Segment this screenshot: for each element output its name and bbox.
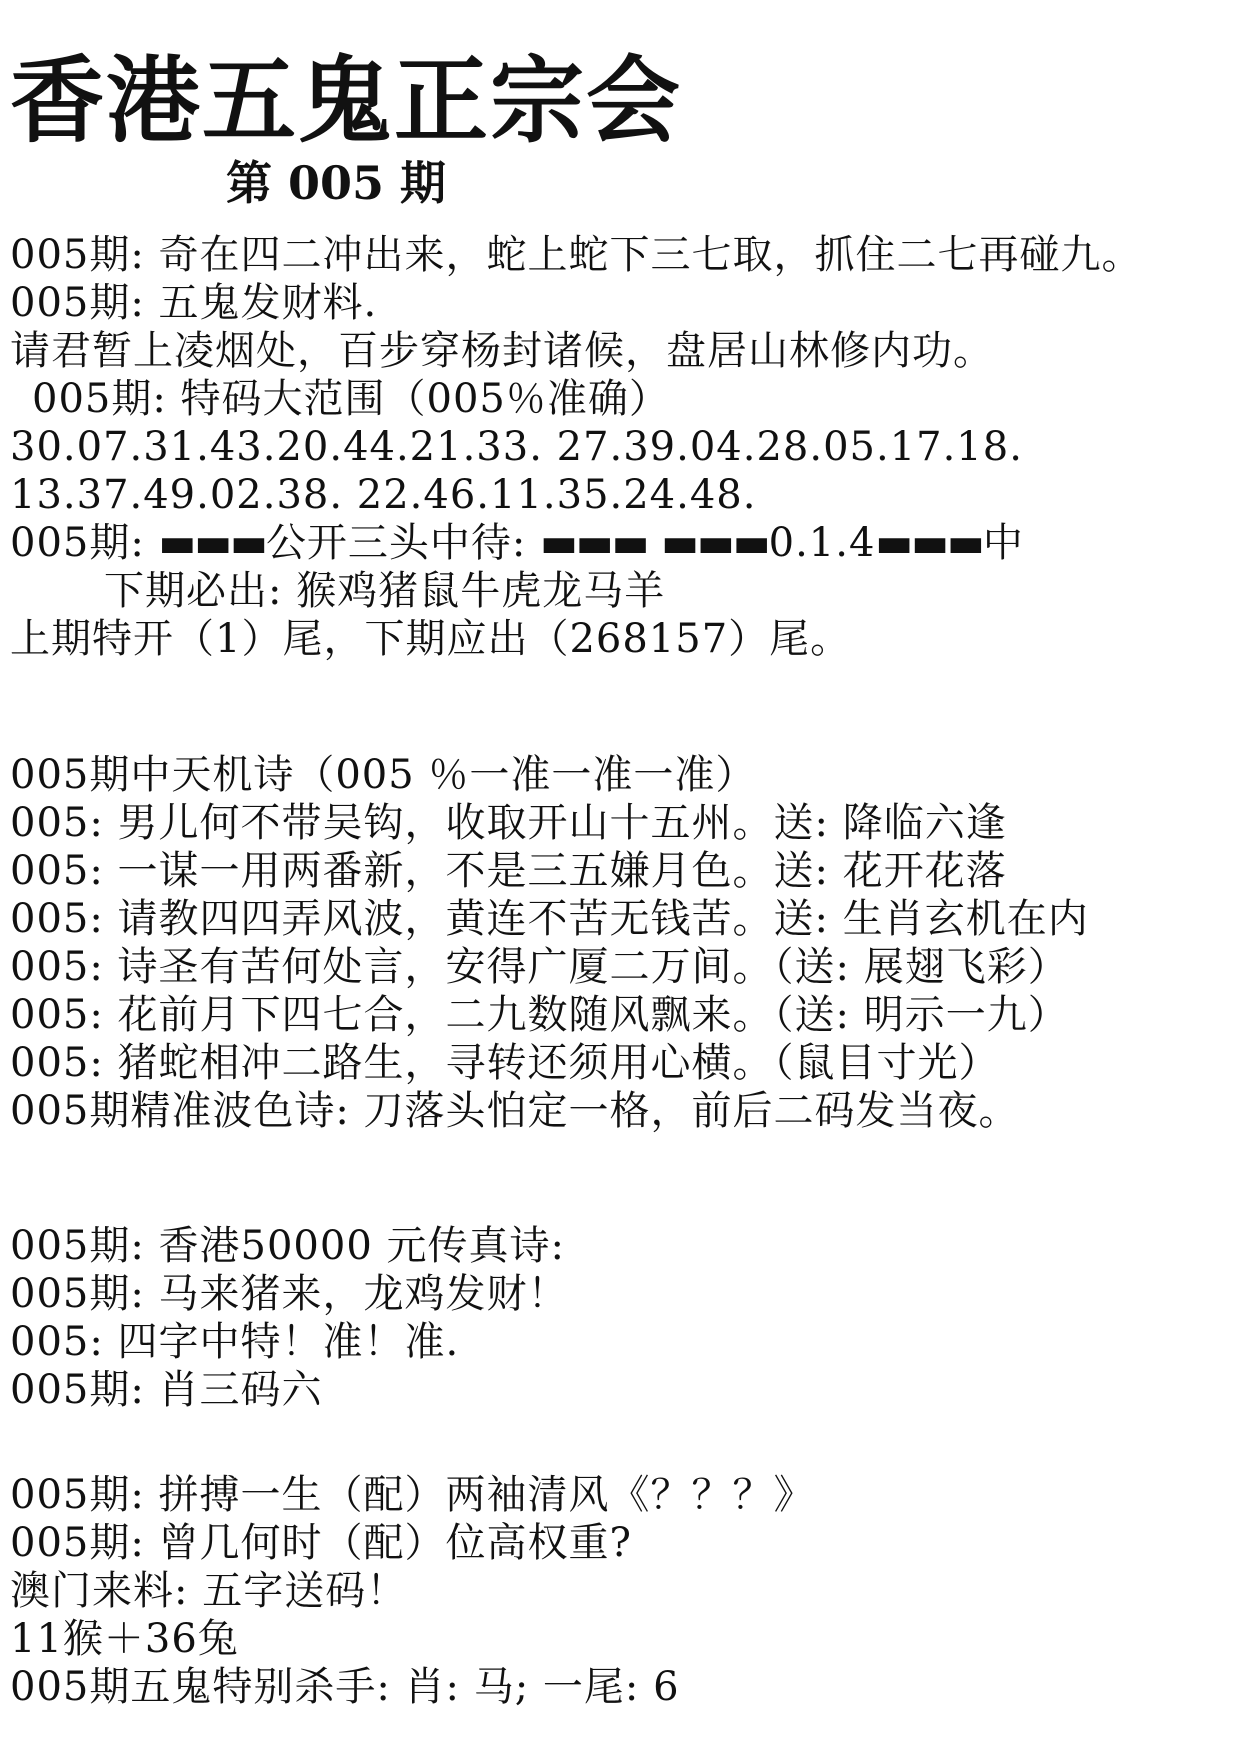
text-line: 005期: 肖三码六 [10,1367,323,1413]
text-line: 005: 一谋一用两番新，不是三五嫌月色。送: 花开花落 [10,848,1007,894]
text-line: 澳门来料: 五字送码！ [10,1568,408,1614]
text-line: 11猴＋36兔 [10,1616,239,1662]
text-line: 005期五鬼特别杀手: 肖: 马; 一尾: 6 [10,1664,680,1710]
text-line: 005期: 五鬼发财料. [10,280,378,326]
redacted-blocks: ▬▬▬ [875,519,983,566]
text-line: 005期中天机诗（005 ％一准一准一准） [10,752,757,798]
redacted-blocks: ▬▬▬ [661,519,769,566]
text-line: 上期特开（1）尾，下期应出（268157）尾。 [10,616,852,662]
text-line: 005: 诗圣有苦何处言，安得广厦二万间。（送: 展翅飞彩） [10,944,1069,990]
text-line: 005: 猪蛇相冲二路生，寻转还须用心横。（鼠目寸光） [10,1040,1000,1086]
text-line: 005期: 特码大范围（005％准确） [32,376,670,422]
text-line: 005期: 曾几何时（配）位高权重? [10,1520,632,1566]
number-line: 13.37.49.02.38. 22.46.11.35.24.48. [10,472,757,518]
text-line: 005: 四字中特！准！准. [10,1319,460,1365]
text-line: 005期: 拼搏一生（配）两袖清风《？？？》 [10,1472,815,1518]
text-line: 005: 男儿何不带吴钩，收取开山十五州。送: 降临六逢 [10,800,1007,846]
redacted-blocks: ▬▬▬ [158,519,266,566]
head-line-digits: 0.1.4 [768,520,876,566]
text-line: 005: 花前月下四七合，二九数随风飘来。（送: 明示一九） [10,992,1069,1038]
head-line [10,519,1024,566]
text-line: 005期: 马来猪来，龙鸡发财！ [10,1271,569,1317]
page-title: 香港五鬼正宗会 [10,47,683,156]
text-line: 005: 请教四四弄风波，黄连不苦无钱苦。送: 生肖玄机在内 [10,896,1089,942]
redacted-blocks: ▬▬▬ [540,519,648,566]
text-line: 005期精准波色诗: 刀落头怕定一格，前后二码发当夜。 [10,1088,1020,1134]
text-line: 下期必出: 猴鸡猪鼠牛虎龙马羊 [104,568,666,614]
text-line: 005期: 香港50000 元传真诗: [10,1223,565,1269]
text-line: 请君暂上凌烟处，百步穿杨封诸候，盘居山林修内功。 [10,328,994,374]
head-line-text: 公开三头中待: [265,520,541,566]
head-line-gap [648,520,662,566]
issue-number: 第 005 期 [226,156,447,210]
head-line-suffix: 中 [982,520,1024,566]
head-line-prefix: 005期: [10,520,159,566]
text-line: 005期: 奇在四二冲出来，蛇上蛇下三七取，抓住二七再碰九。 [10,232,1143,278]
number-line: 30.07.31.43.20.44.21.33. 27.39.04.28.05.17.18. [10,424,1023,470]
